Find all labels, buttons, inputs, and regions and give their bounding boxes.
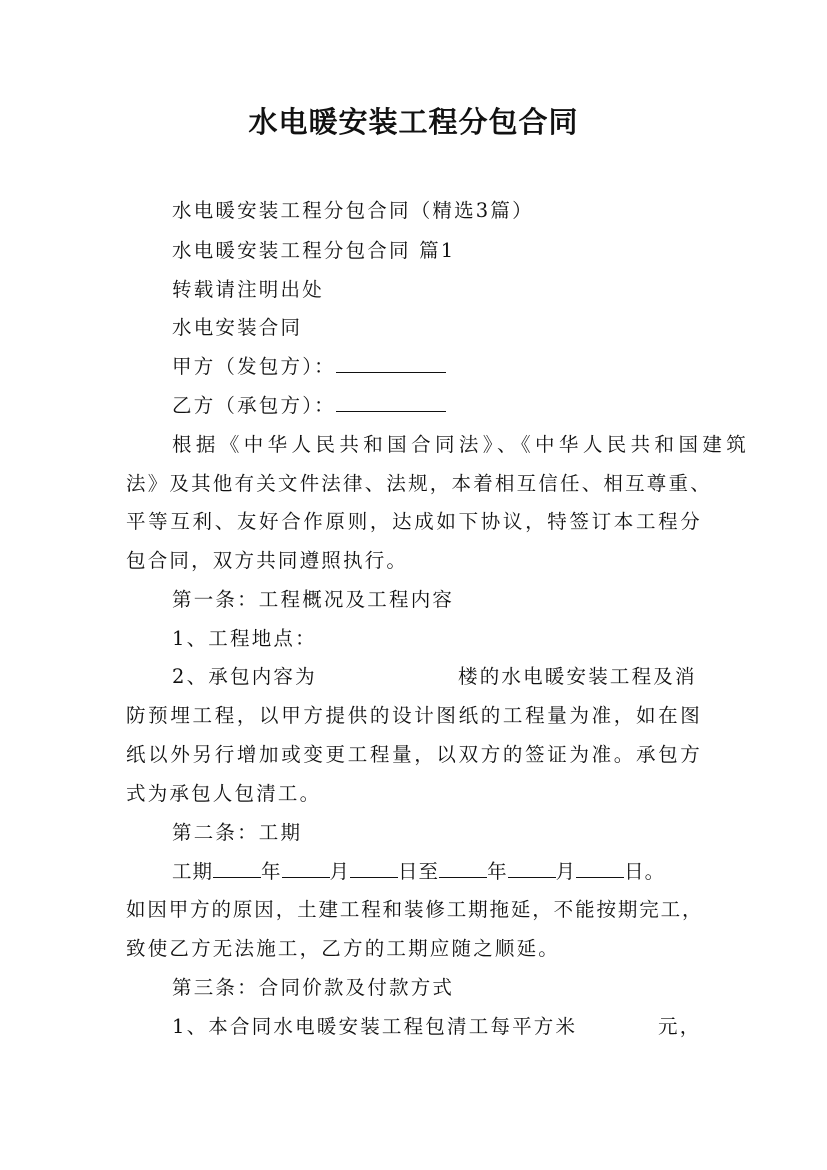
- month-label: 月: [329, 860, 351, 883]
- end-year-blank: [439, 859, 487, 878]
- article-2-heading: 第二条：工期: [172, 821, 303, 844]
- end-month-blank: [508, 859, 556, 878]
- subtitle-line: 水电暖安装工程分包合同（精选3篇）: [172, 199, 534, 222]
- paragraph-line: 法》及其他有关文件法律、法规，本着相互信任、相互尊重、: [126, 472, 712, 495]
- article-1-heading: 第一条：工程概况及工程内容: [172, 588, 455, 611]
- party-b-label: 乙方（承包方）：: [172, 394, 336, 417]
- paragraph-line: 式为承包人包清工。: [126, 782, 322, 805]
- paragraph-line: 根据《中华人民共和国合同法》、《中华人民共和国建筑: [172, 433, 748, 456]
- year-label: 年: [487, 860, 508, 883]
- scope-label: 2、承包内容为: [172, 665, 317, 688]
- project-location: 1、工程地点：: [172, 627, 317, 650]
- start-year-blank: [213, 859, 261, 878]
- year-label: 年: [261, 860, 282, 883]
- paragraph-line: 致使乙方无法施工，乙方的工期应随之顺延。: [126, 937, 561, 960]
- start-day-blank: [350, 859, 398, 878]
- contract-name: 水电安装合同: [172, 316, 303, 339]
- day-to-label: 日至: [398, 860, 440, 883]
- paragraph-line: 纸以外另行增加或变更工程量，以双方的签证为准。承包方: [126, 743, 702, 766]
- section-heading: 水电暖安装工程分包合同 篇1: [172, 239, 456, 262]
- note-line: 转载请注明出处: [172, 278, 324, 301]
- price-label: 1、本合同水电暖安装工程包清工每平方米: [172, 1015, 578, 1038]
- contract-scope-line: [126, 662, 748, 692]
- end-day-blank: [576, 859, 624, 878]
- price-line: [126, 1012, 748, 1042]
- schedule-line: [126, 857, 748, 887]
- paragraph-line: 如因甲方的原因，土建工程和装修工期拖延，不能按期完工，: [126, 898, 702, 921]
- start-month-blank: [282, 859, 330, 878]
- party-a-label: 甲方（发包方）：: [172, 355, 336, 378]
- paragraph-line: 包合同，双方共同遵照执行。: [126, 549, 409, 572]
- day-label: 日。: [624, 860, 666, 883]
- paragraph-line: 防预埋工程，以甲方提供的设计图纸的工程量为准，如在图: [126, 704, 702, 727]
- paragraph-line: 平等互利、友好合作原则，达成如下协议，特签订本工程分: [126, 510, 702, 533]
- month-label: 月: [555, 860, 577, 883]
- scope-text: 楼的水电暖安装工程及消: [458, 665, 697, 688]
- party-b-blank: [336, 393, 446, 412]
- party-b-line: [126, 391, 748, 421]
- document-title: 水电暖安装工程分包合同: [248, 105, 579, 139]
- party-a-line: [126, 352, 748, 382]
- article-3-heading: 第三条：合同价款及付款方式: [172, 976, 455, 999]
- price-unit: 元，: [658, 1015, 702, 1038]
- party-a-blank: [336, 354, 446, 373]
- schedule-label: 工期: [172, 860, 214, 883]
